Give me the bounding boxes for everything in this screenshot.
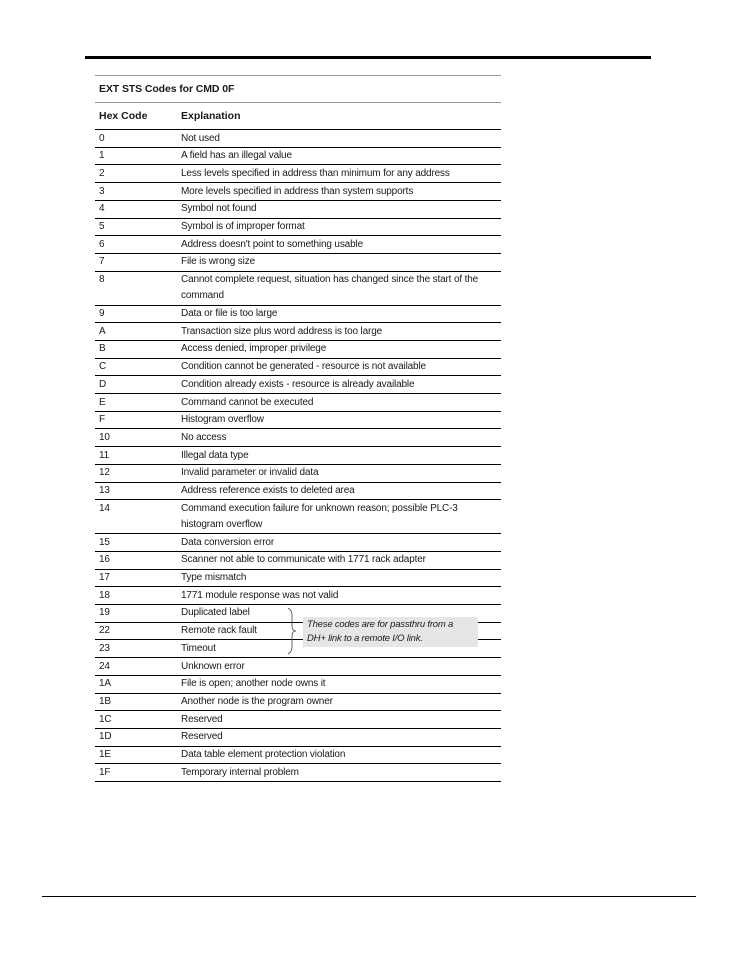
table-row [95,694,501,712]
table-row [95,148,501,166]
explanation-cell: Command cannot be executed [181,396,314,408]
explanation-cell: Symbol is of improper format [181,221,305,233]
table-row [95,165,501,183]
table-row [95,323,501,341]
explanation-cell: A field has an illegal value [181,150,292,162]
explanation-cell: Histogram overflow [181,414,264,426]
table-row [95,552,501,570]
hex-code-cell: 12 [99,467,110,479]
hex-code-cell: 14 [99,502,110,514]
ext-sts-codes-table [95,75,501,782]
hex-code-cell: C [99,361,107,373]
table-row [95,394,501,412]
explanation-cell: Cannot complete request, situation has changed since the start of the command [181,274,479,302]
explanation-cell: Scanner not able to communicate with 1771 rack adapter [181,554,426,566]
header-rule [85,56,651,59]
explanation-cell: Unknown error [181,660,245,672]
hex-code-cell: 1C [99,713,112,725]
explanation-cell: Command execution failure for unknown reason; possible PLC-3 histogram overflow [181,502,458,530]
hex-code-cell: 7 [99,256,105,268]
table-row [95,711,501,729]
table-title: EXT STS Codes for CMD 0F [95,75,501,103]
table-row [95,500,501,534]
hex-code-cell: 3 [99,185,105,197]
explanation-cell: File is open; another node owns it [181,678,326,690]
footer-rule [42,896,696,897]
hex-code-cell: 0 [99,132,105,144]
table-row [95,254,501,272]
table-row [95,219,501,237]
table-row [95,130,501,148]
explanation-cell: Timeout [181,642,216,654]
header-hex-code: Hex Code [99,110,148,122]
hex-code-cell: 1 [99,150,105,162]
hex-code-cell: 19 [99,607,110,619]
table-row [95,306,501,324]
table-row [95,412,501,430]
table-row [95,534,501,552]
hex-code-cell: 10 [99,431,110,443]
hex-code-cell: 11 [99,449,110,461]
explanation-cell: Another node is the program owner [181,696,333,707]
table-row [95,429,501,447]
table-row [95,359,501,377]
hex-code-cell: 5 [99,221,105,233]
hex-code-cell: 18 [99,589,110,601]
bracket-brace-icon [286,607,300,655]
explanation-cell: Not used [181,132,220,144]
table-row [95,729,501,747]
hex-code-cell: 16 [99,554,110,566]
table-row [95,201,501,219]
explanation-cell: No access [181,431,227,443]
explanation-cell: Data conversion error [181,536,275,548]
table-header-row [95,103,501,130]
explanation-cell: Temporary internal problem [181,766,299,778]
hex-code-cell: F [99,414,105,426]
hex-code-cell: 1E [99,749,111,761]
table-row [95,447,501,465]
explanation-cell: Data table element protection violation [181,749,346,761]
hex-code-cell: 9 [99,308,105,320]
passthru-note: These codes are for passthru from a DH+ link to a remote I/O link. [303,617,478,647]
hex-code-cell: E [99,396,106,408]
explanation-cell: 1771 module response was not valid [181,589,339,601]
hex-code-cell: 24 [99,660,110,672]
table-row [95,764,501,782]
hex-code-cell: 1A [99,678,111,690]
table-row [95,272,501,306]
table-body [95,130,501,782]
hex-code-cell: 1B [99,696,111,707]
table-row [95,658,501,676]
explanation-cell: Access denied, improper privilege [181,343,327,355]
hex-code-cell: 1F [99,766,111,778]
header-explanation: Explanation [181,110,241,122]
table-row [95,747,501,765]
hex-code-cell: 15 [99,536,110,548]
hex-code-cell: 23 [99,642,110,654]
explanation-cell: File is wrong size [181,256,255,268]
hex-code-cell: D [99,378,107,390]
explanation-cell: Address reference exists to deleted area [181,485,355,497]
hex-code-cell: A [99,325,106,337]
hex-code-cell: 13 [99,485,110,497]
table-row [95,676,501,694]
table-row [95,236,501,254]
table-row [95,341,501,359]
explanation-cell: Remote rack fault [181,625,257,637]
explanation-cell: Address doesn't point to something usable [181,238,363,250]
table-row [95,483,501,501]
explanation-cell: Less levels specified in address than minimum for any address [181,167,450,179]
hex-code-cell: 8 [99,274,105,286]
table-row [95,376,501,394]
explanation-cell: Type mismatch [181,572,247,584]
explanation-cell: Condition already exists - resource is already available [181,378,415,390]
explanation-cell: Duplicated label [181,607,250,619]
hex-code-cell: 6 [99,238,105,250]
table-row [95,570,501,588]
explanation-cell: Symbol not found [181,203,257,215]
explanation-cell: Invalid parameter or invalid data [181,467,319,479]
hex-code-cell: 2 [99,167,105,179]
explanation-cell: More levels specified in address than system supports [181,185,414,197]
table-row [95,183,501,201]
explanation-cell: Illegal data type [181,449,249,461]
hex-code-cell: 17 [99,572,110,584]
hex-code-cell: 1D [99,731,112,743]
hex-code-cell: 4 [99,203,105,215]
explanation-cell: Condition cannot be generated - resource is not available [181,361,426,373]
hex-code-cell: B [99,343,106,355]
table-row [95,587,501,605]
table-row [95,465,501,483]
explanation-cell: Data or file is too large [181,308,278,320]
explanation-cell: Reserved [181,731,223,743]
explanation-cell: Reserved [181,713,223,725]
explanation-cell: Transaction size plus word address is too large [181,325,383,337]
hex-code-cell: 22 [99,625,110,637]
